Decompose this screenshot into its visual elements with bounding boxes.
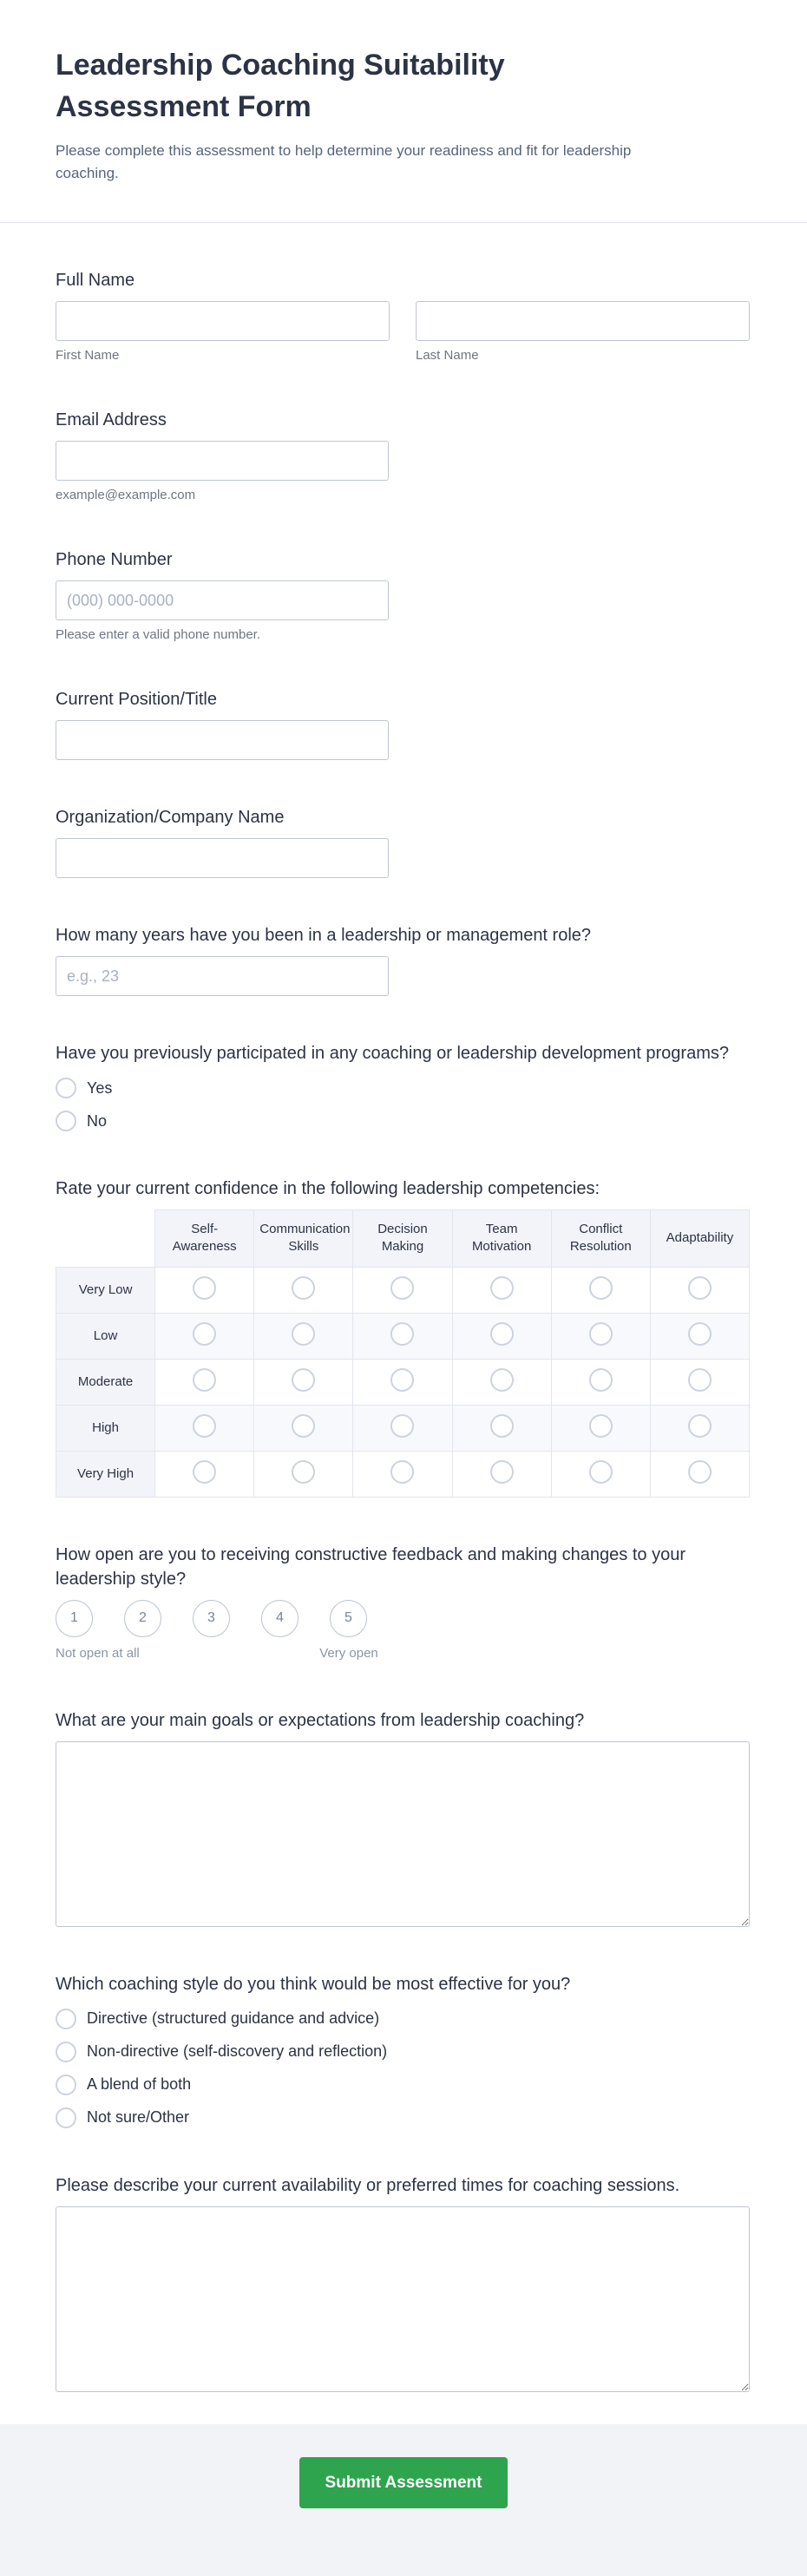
- matrix-cell[interactable]: [650, 1313, 749, 1359]
- radio-button-icon[interactable]: [292, 1414, 315, 1438]
- matrix-column-header: Conflict Resolution: [551, 1210, 650, 1268]
- matrix-row-header: Very High: [56, 1451, 155, 1497]
- availability-textarea[interactable]: [56, 2206, 750, 2392]
- matrix-cell[interactable]: [452, 1313, 551, 1359]
- matrix-label: Rate your current confidence in the following leadership competencies:: [56, 1179, 600, 1199]
- position-input[interactable]: [56, 720, 389, 760]
- form-header: [0, 0, 807, 222]
- radio-button-icon[interactable]: [589, 1460, 613, 1484]
- radio-button-icon[interactable]: [589, 1368, 613, 1392]
- matrix-row-header: Very Low: [56, 1267, 155, 1313]
- matrix-column-header: Team Motivation: [452, 1210, 551, 1268]
- matrix-row-very-low: [56, 1267, 750, 1313]
- matrix-cell[interactable]: [650, 1359, 749, 1405]
- email-sublabel: example@example.com: [56, 488, 196, 503]
- radio-button-icon[interactable]: [688, 1276, 712, 1300]
- matrix-cell[interactable]: [155, 1405, 254, 1451]
- phone-label: Phone Number: [56, 550, 173, 570]
- scale-option-2[interactable]: 2: [124, 1600, 161, 1637]
- matrix-cell[interactable]: [551, 1405, 650, 1451]
- style-option-directive[interactable]: [56, 2009, 751, 2029]
- openness-scale: [56, 1600, 378, 1663]
- programs-option-yes[interactable]: [56, 1078, 751, 1098]
- question-phone: [56, 547, 751, 642]
- programs-option-no-label: No: [87, 1111, 108, 1130]
- goals-label: What are your main goals or expectations from leadership coaching?: [56, 1710, 585, 1730]
- matrix-cell[interactable]: [452, 1359, 551, 1405]
- scale-min-label: Not open at all: [56, 1645, 140, 1661]
- matrix-cell[interactable]: [353, 1313, 452, 1359]
- radio-button-icon[interactable]: [56, 2107, 76, 2128]
- matrix-row-low: [56, 1313, 750, 1359]
- radio-button-icon[interactable]: [56, 2075, 76, 2095]
- radio-button-icon[interactable]: [688, 1322, 712, 1346]
- radio-button-icon[interactable]: [292, 1368, 315, 1392]
- question-programs: [56, 1041, 751, 1131]
- matrix-corner-cell: [56, 1210, 155, 1268]
- goals-textarea[interactable]: [56, 1741, 750, 1927]
- matrix-cell[interactable]: [551, 1359, 650, 1405]
- radio-button-icon[interactable]: [490, 1322, 514, 1346]
- openness-label: How open are you to receiving constructive feedback and making changes to your leadership style?: [56, 1544, 686, 1589]
- question-position: [56, 687, 751, 760]
- style-option-blend-label: A blend of both: [87, 2075, 192, 2094]
- matrix-cell[interactable]: [155, 1451, 254, 1497]
- question-organization: [56, 805, 751, 878]
- phone-sublabel: Please enter a valid phone number.: [56, 627, 260, 643]
- matrix-column-header: Self-Awareness: [155, 1210, 254, 1268]
- email-label: Email Address: [56, 410, 167, 430]
- radio-button-icon[interactable]: [56, 2009, 76, 2029]
- radio-button-icon[interactable]: [193, 1460, 216, 1484]
- position-label: Current Position/Title: [56, 690, 217, 710]
- matrix-row-header: High: [56, 1405, 155, 1451]
- question-email: [56, 408, 751, 502]
- last-name-sublabel: Last Name: [416, 348, 479, 364]
- question-openness: [56, 1543, 751, 1663]
- first-name-input[interactable]: [56, 301, 390, 341]
- question-full-name: [56, 268, 751, 363]
- full-name-row: [56, 301, 750, 363]
- radio-button-icon[interactable]: [589, 1322, 613, 1346]
- radio-button-icon[interactable]: [390, 1368, 414, 1392]
- radio-button-icon[interactable]: [56, 2042, 76, 2062]
- radio-button-icon[interactable]: [589, 1414, 613, 1438]
- programs-option-no[interactable]: [56, 1111, 751, 1131]
- form-footer: [0, 2424, 807, 2576]
- openness-scale-row: [56, 1600, 367, 1637]
- style-option-directive-label: Directive (structured guidance and advice): [87, 2009, 380, 2028]
- years-label: How many years have you been in a leadership or management role?: [56, 926, 592, 946]
- matrix-cell[interactable]: [353, 1405, 452, 1451]
- matrix-cell[interactable]: [353, 1451, 452, 1497]
- matrix-cell[interactable]: [155, 1313, 254, 1359]
- matrix-cell[interactable]: [551, 1451, 650, 1497]
- matrix-column-header: Adaptability: [650, 1210, 749, 1268]
- radio-button-icon[interactable]: [490, 1460, 514, 1484]
- matrix-cell[interactable]: [254, 1359, 353, 1405]
- matrix-cell[interactable]: [452, 1405, 551, 1451]
- first-name-sublabel: First Name: [56, 348, 120, 364]
- scale-option-5[interactable]: 5: [330, 1600, 367, 1637]
- phone-input[interactable]: [56, 580, 389, 620]
- matrix-cell[interactable]: [155, 1267, 254, 1313]
- radio-button-icon[interactable]: [390, 1460, 414, 1484]
- scale-option-1[interactable]: 1: [56, 1600, 93, 1637]
- question-years: [56, 923, 751, 996]
- matrix-cell[interactable]: [353, 1359, 452, 1405]
- matrix-cell[interactable]: [650, 1405, 749, 1451]
- style-option-non-directive-label: Non-directive (self-discovery and reflection): [87, 2042, 388, 2061]
- organization-label: Organization/Company Name: [56, 808, 285, 828]
- radio-button-icon[interactable]: [490, 1368, 514, 1392]
- style-option-not-sure-label: Not sure/Other: [87, 2108, 190, 2127]
- radio-button-icon[interactable]: [688, 1460, 712, 1484]
- radio-button-icon[interactable]: [292, 1460, 315, 1484]
- matrix-cell[interactable]: [254, 1313, 353, 1359]
- matrix-column-header: Decision Making: [353, 1210, 452, 1268]
- radio-button-icon[interactable]: [193, 1322, 216, 1346]
- radio-button-icon[interactable]: [193, 1276, 216, 1300]
- form-title: Leadership Coaching Suitability Assessment Form: [56, 49, 505, 123]
- years-input[interactable]: [56, 956, 389, 996]
- style-option-blend[interactable]: [56, 2075, 751, 2095]
- radio-button-icon[interactable]: [292, 1276, 315, 1300]
- matrix-cell[interactable]: [551, 1267, 650, 1313]
- matrix-cell[interactable]: [452, 1451, 551, 1497]
- email-input[interactable]: [56, 441, 389, 481]
- matrix-row-header: Low: [56, 1313, 155, 1359]
- radio-button-icon[interactable]: [56, 1078, 76, 1098]
- header-divider: [0, 222, 807, 223]
- last-name-col: [416, 301, 750, 363]
- organization-input[interactable]: [56, 838, 389, 878]
- matrix-cell[interactable]: [155, 1359, 254, 1405]
- radio-button-icon[interactable]: [390, 1276, 414, 1300]
- radio-button-icon[interactable]: [390, 1322, 414, 1346]
- question-coaching-style: [56, 1972, 751, 2128]
- matrix-cell[interactable]: [452, 1267, 551, 1313]
- style-option-not-sure[interactable]: [56, 2107, 751, 2128]
- programs-label: Have you previously participated in any coaching or leadership development programs?: [56, 1044, 729, 1064]
- coaching-style-label: Which coaching style do you think would be most effective for you?: [56, 1974, 571, 1994]
- availability-label: Please describe your current availability or preferred times for coaching sessions.: [56, 2175, 680, 2195]
- matrix-row-moderate: [56, 1359, 750, 1405]
- matrix-column-header: Communication Skills: [254, 1210, 353, 1268]
- radio-button-icon[interactable]: [390, 1414, 414, 1438]
- question-availability: [56, 2173, 751, 2392]
- matrix-cell[interactable]: [650, 1267, 749, 1313]
- matrix-cell[interactable]: [551, 1313, 650, 1359]
- radio-button-icon[interactable]: [589, 1276, 613, 1300]
- scale-max-label: Very open: [319, 1645, 378, 1661]
- style-option-non-directive[interactable]: [56, 2042, 751, 2062]
- matrix-cell[interactable]: [650, 1451, 749, 1497]
- radio-button-icon[interactable]: [490, 1414, 514, 1438]
- last-name-input[interactable]: [416, 301, 750, 341]
- first-name-col: [56, 301, 390, 363]
- matrix-cell[interactable]: [353, 1267, 452, 1313]
- radio-button-icon[interactable]: [193, 1414, 216, 1438]
- radio-button-icon[interactable]: [193, 1368, 216, 1392]
- matrix-row-header: Moderate: [56, 1359, 155, 1405]
- radio-button-icon[interactable]: [56, 1111, 76, 1131]
- full-name-label: Full Name: [56, 271, 135, 291]
- matrix-cell[interactable]: [254, 1451, 353, 1497]
- radio-button-icon[interactable]: [292, 1322, 315, 1346]
- question-goals: [56, 1708, 751, 1927]
- radio-button-icon[interactable]: [688, 1368, 712, 1392]
- radio-button-icon[interactable]: [490, 1276, 514, 1300]
- matrix-cell[interactable]: [254, 1267, 353, 1313]
- form-subtitle: Please complete this assessment to help determine your readiness and fit for leadership coaching.: [56, 142, 632, 181]
- matrix-row-very-high: [56, 1451, 750, 1497]
- programs-option-yes-label: Yes: [87, 1078, 113, 1097]
- radio-button-icon[interactable]: [688, 1414, 712, 1438]
- submit-button[interactable]: Submit Assessment: [299, 2457, 508, 2508]
- matrix-cell[interactable]: [254, 1405, 353, 1451]
- confidence-matrix-table: [56, 1209, 750, 1498]
- matrix-header-row: [56, 1210, 750, 1268]
- scale-option-4[interactable]: 4: [261, 1600, 299, 1637]
- matrix-row-high: [56, 1405, 750, 1451]
- question-confidence-matrix: [56, 1177, 751, 1498]
- scale-option-3[interactable]: 3: [193, 1600, 230, 1637]
